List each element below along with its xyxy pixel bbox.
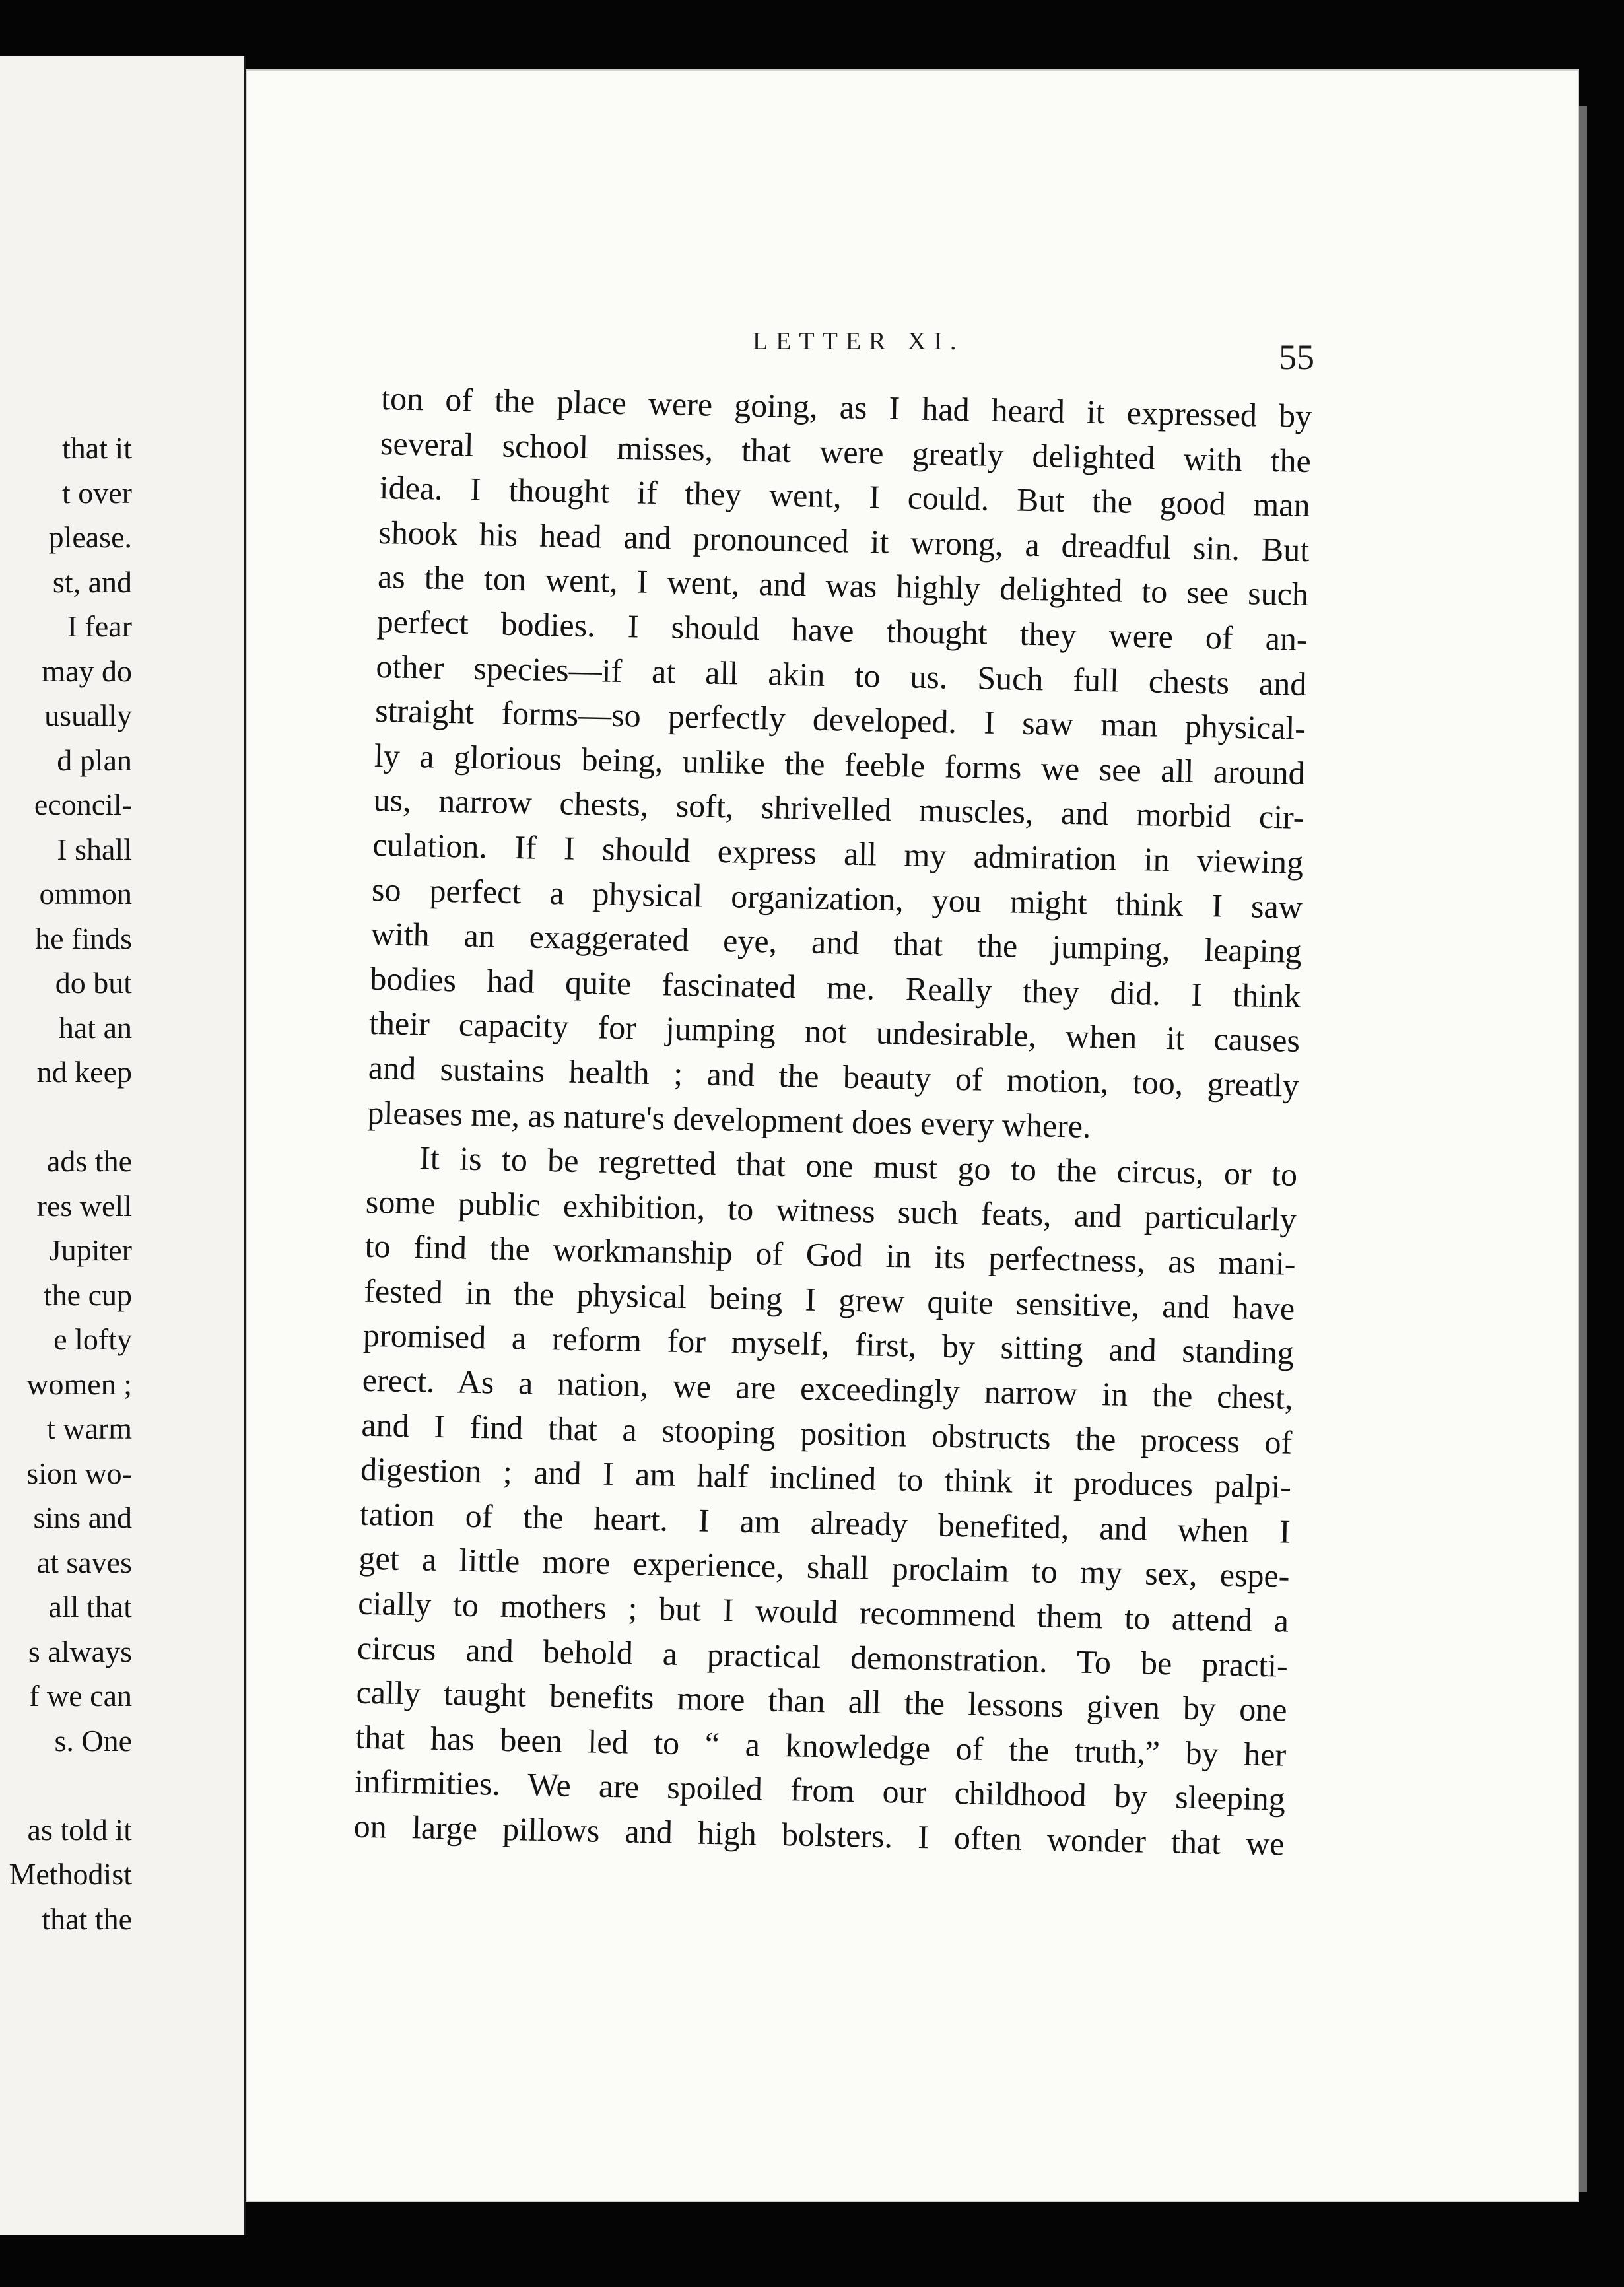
text-line: d plan [57,743,132,777]
paragraph-gap [0,1763,132,1808]
text-line: res well [36,1188,132,1223]
text-line: please. [48,520,132,554]
text-line: their capacity for jumping not undesirable, when it causes [368,1004,1301,1060]
text-line: pleases me, as nature's development does every where. [367,1093,1092,1145]
text-line: econcil- [34,788,132,821]
text-line: hat an [58,1010,132,1044]
running-head: LETTER XI. [753,327,964,355]
text-line: to find the workmanship of God in its perfectness, as mani- [364,1227,1296,1283]
text-line: cally taught benefits more than all the lessons given by one [356,1673,1288,1728]
text-line: t warm [46,1412,132,1445]
page-number: 55 [1279,337,1314,377]
text-line: e lofty [53,1322,132,1356]
text-line: I fear [67,609,132,643]
text-line: other species—if at all akin to us. Such full chests and [376,647,1307,702]
text-line: straight forms—so perfectly developed. I saw man physical- [374,692,1306,747]
text-line: erect. As a nation, we are exceedingly narrow in the chest, [362,1361,1294,1416]
text-line: cially to mothers ; but I would recommend them to attend a [357,1584,1289,1639]
text-line: and I find that a stooping position obstructs the process of [360,1406,1293,1461]
text-line: that has been led to “ a knowledge of the truth,” by her [355,1718,1287,1773]
text-line: s always [28,1634,132,1668]
paragraph-gap [0,1095,132,1140]
text-line: as the ton went, I went, and was highly delighted to see such [377,558,1309,613]
text-line: culation. If I should express all my admiration in viewing [372,825,1304,881]
text-line: at saves [36,1545,132,1579]
text-line: t over [61,475,132,510]
text-line: several school misses, that were greatly delighted with the [380,424,1312,479]
text-line: st, and [52,564,132,599]
text-line: so perfect a physical organization, you might think I saw [371,870,1303,926]
text-line: women ; [26,1367,132,1401]
page-body-text [353,376,1312,1866]
text-line: as told it [27,1812,132,1847]
text-line: ly a glorious being, unlike the feeble forms we see all around [374,736,1306,792]
text-line: digestion ; and I am half inclined to think it produces palpi- [360,1450,1292,1506]
text-line: I shall [57,832,132,866]
text-line: us, narrow chests, soft, shrivelled muscles, and morbid cir- [373,781,1304,836]
text-line: infirmities. We are spoiled from our childhood by sleeping [354,1763,1286,1818]
text-line: shook his head and pronounced it wrong, a dreadful sin. But [378,513,1310,568]
text-line: Jupiter [49,1233,132,1267]
text-line: all that [48,1590,132,1623]
text-line: fested in the physical being I grew quite sensitive, and have [363,1272,1295,1327]
text-line: s. One [54,1723,132,1758]
text-line: may do [42,654,132,688]
text-line: on large pillows and high bolsters. I often wonder that we [353,1807,1285,1862]
text-line: ads the [46,1144,132,1178]
text-line: sins and [33,1501,132,1534]
text-line: nd keep [36,1055,132,1089]
text-line: sion wo- [26,1456,132,1490]
text-line: the cup [43,1278,132,1312]
text-line: with an exaggerated eye, and that the jumping, leaping [370,914,1303,971]
text-line: It is to be regretted that one must go to the circus, or to [419,1139,1298,1193]
left-page [0,56,246,2235]
text-line: promised a reform for myself, first, by sitting and standing [362,1316,1295,1372]
text-line: Methodist [9,1857,132,1891]
text-line: that the [42,1901,132,1936]
left-page-text [0,426,132,1941]
text-line: that it [61,431,132,465]
text-line: bodies had quite fascinated me. Really they did. I think [369,959,1301,1015]
text-line: usually [44,699,132,732]
text-line: get a little more experience, shall proclaim to my sex, espe- [358,1540,1290,1595]
page-edge [1579,106,1587,2192]
text-line: he finds [35,921,132,955]
text-line: ommon [39,877,132,910]
text-line: ton of the place were going, as I had heard it expressed by [380,379,1312,435]
text-line: do but [55,966,132,1000]
text-line: some public exhibition, to witness such feats, and particularly [365,1182,1297,1238]
text-line: tation of the heart. I am already benefited, and when I [359,1495,1291,1550]
text-line: circus and behold a practical demonstration. To be practi- [356,1629,1289,1684]
text-line: idea. I thought if they went, I could. But the good man [379,469,1311,524]
text-line: perfect bodies. I should have thought they were of an- [376,602,1308,658]
text-line: and sustains health ; and the beauty of motion, too, greatly [368,1048,1300,1104]
text-line: f we can [29,1679,132,1713]
